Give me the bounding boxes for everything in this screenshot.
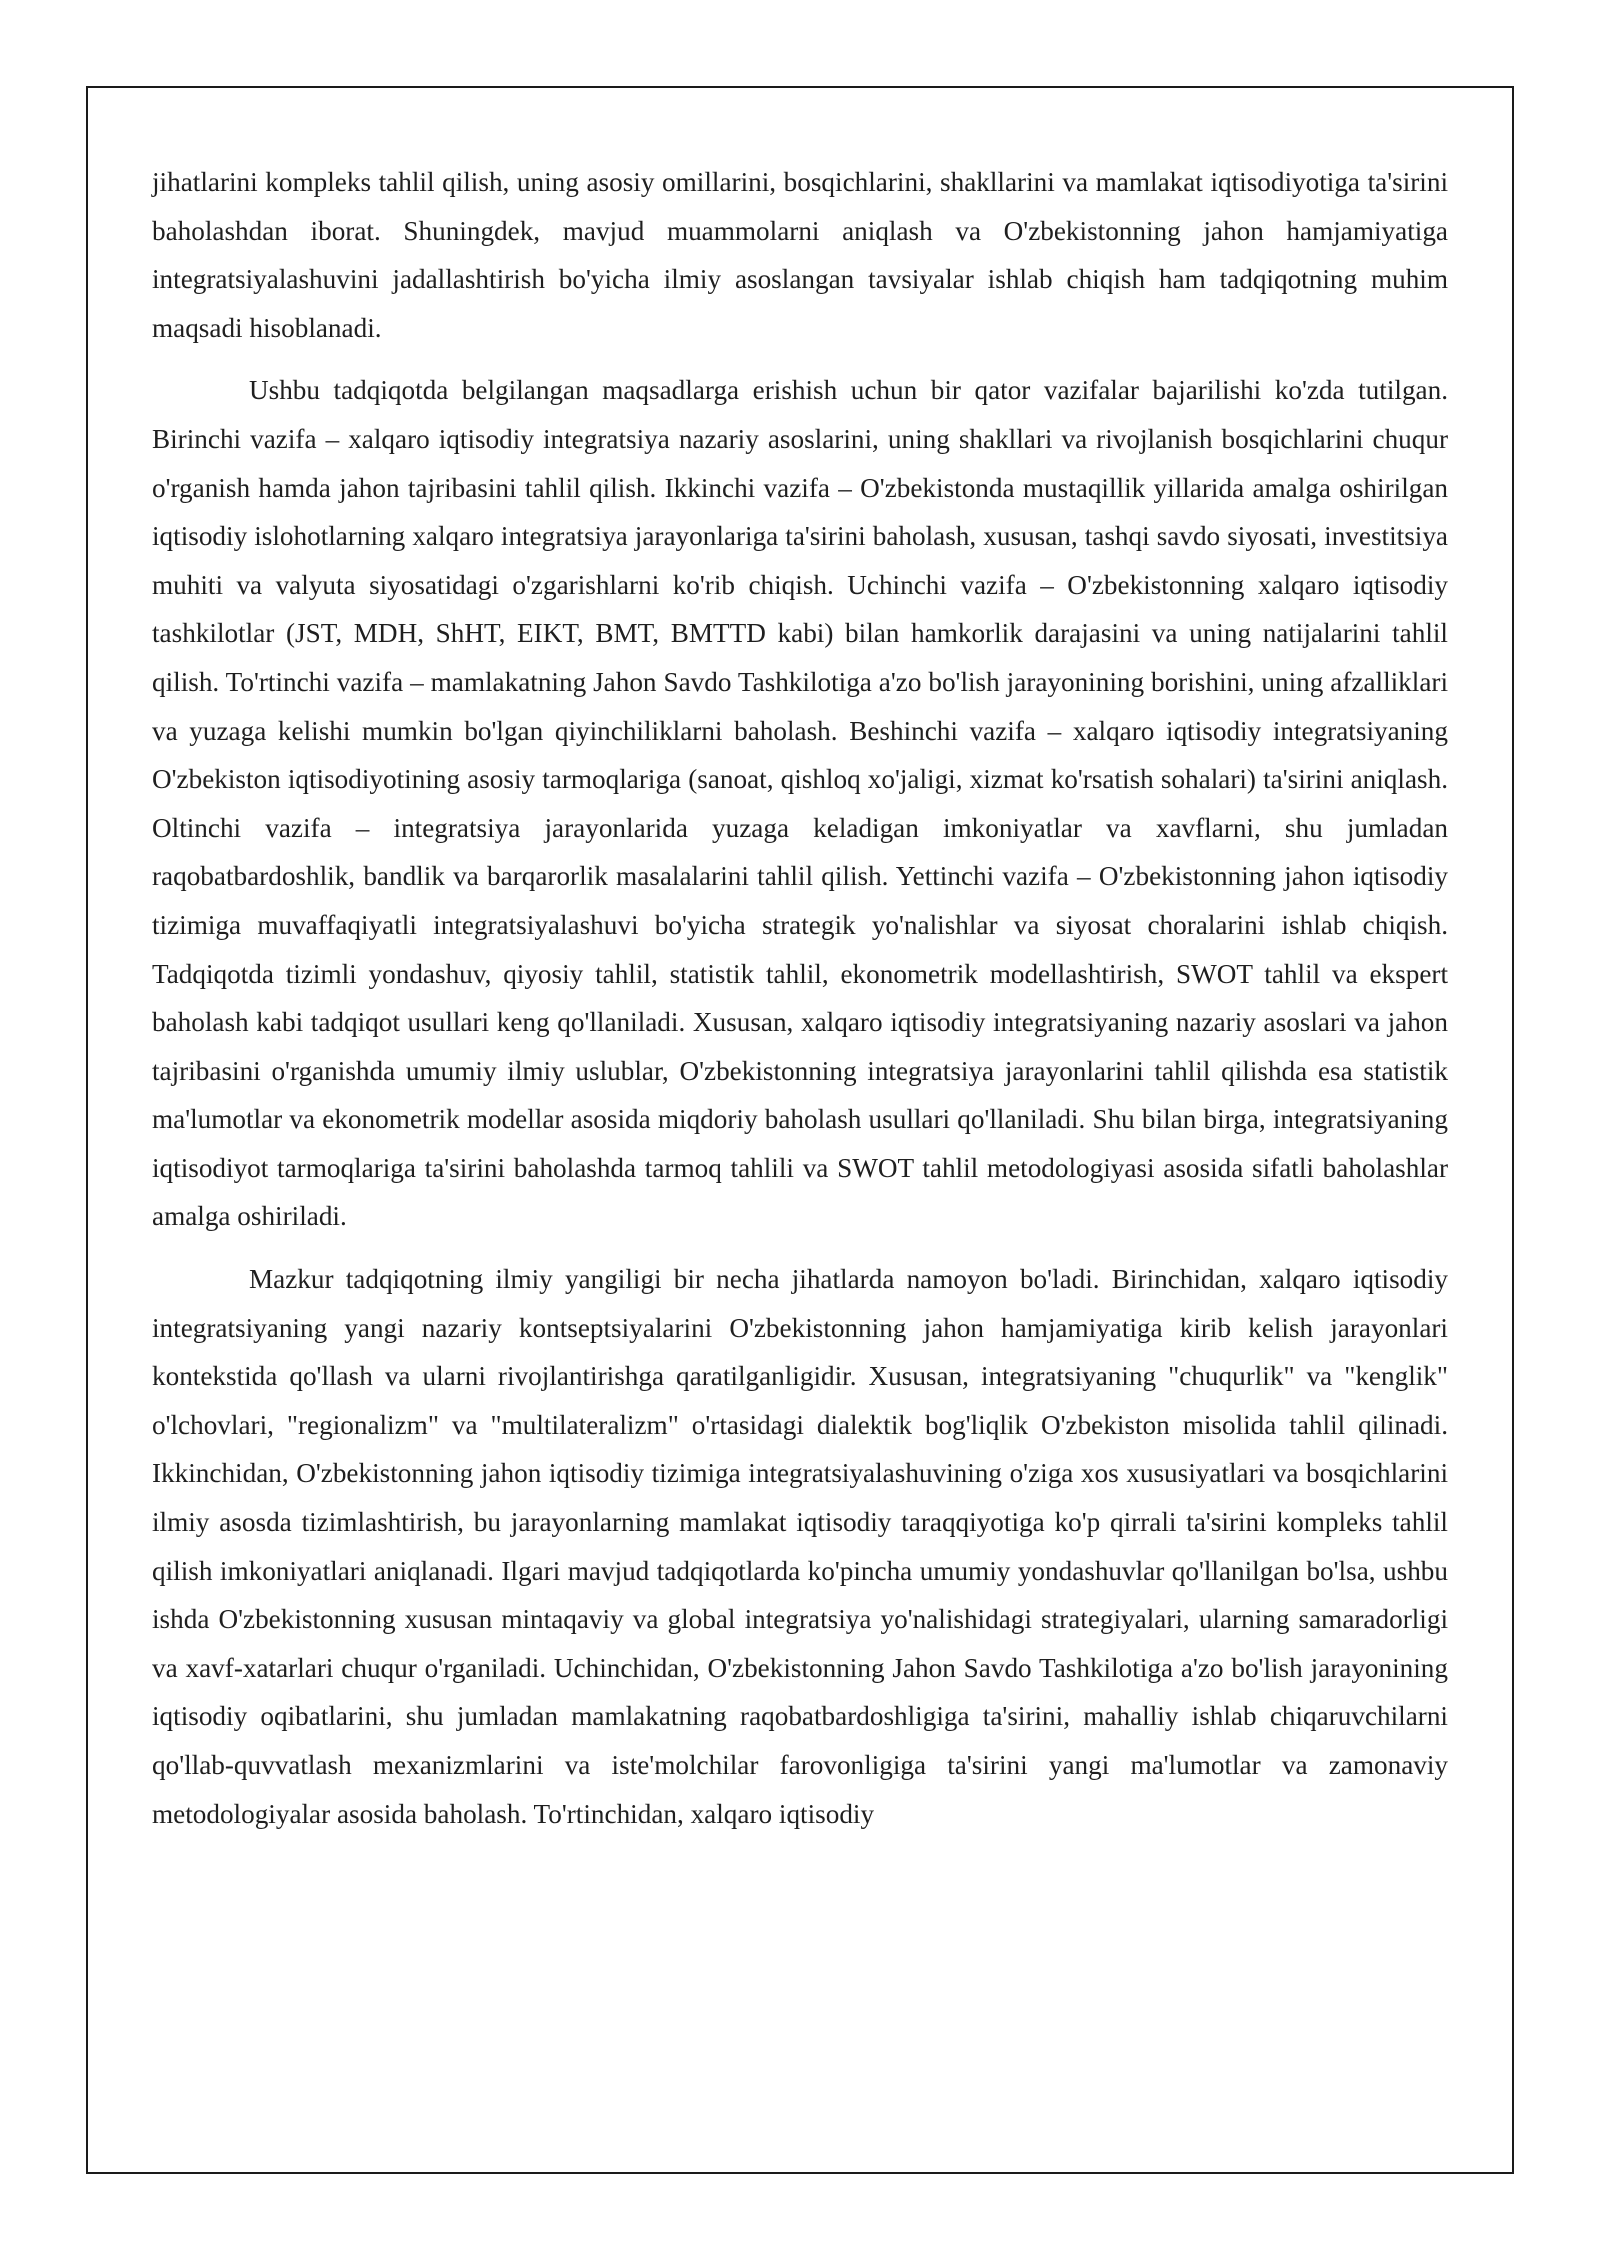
paragraph-1: jihatlarini kompleks tahlil qilish, uning asosiy omillarini, bosqichlarini, shakllarini va mamlakat iqtisodiyotiga ta'sirini baholashdan iborat. Shuningdek, mavjud muammolarni aniqlash va O'zbekistonning jahon hamjamiyatiga integratsiyalashuvini jadallashtirish bo'yicha ilmiy asoslangan tavsiyalar ishlab chiqish ham tadqiqotning muhim maqsadi hisoblanadi. bbox=[152, 167, 1448, 343]
paragraph-3: Mazkur tadqiqotning ilmiy yangiligi bir necha jihatlarda namoyon bo'ladi. Birinchidan, xalqaro iqtisodiy integratsiyaning yangi nazariy kontseptsiyalarini O'zbekistonning jahon hamjamiyatiga kirib kelish jarayonlari kontekstida qo'llash va ularni rivojlantirishga qaratilganligidir. Xususan, integratsiyaning "chuqurlik" va "kenglik" o'lchovlari, "regionalizm" va "multilateralizm" o'rtasidagi dialektik bog'liqlik O'zbekiston misolida tahlil qilinadi. Ikkinchidan, O'zbekistonning jahon iqtisodiy tizimiga integratsiyalashuvining o'ziga xos xususiyatlari va bosqichlarini ilmiy asosda tizimlashtirish, bu jarayonlarning mamlakat iqtisodiy taraqqiyotiga ko'p qirrali ta'sirini kompleks tahlil qilish imkoniyatlari aniqlanadi. Ilgari mavjud tadqiqotlarda ko'pincha umumiy yondashuvlar qo'llanilgan bo'lsa, ushbu ishda O'zbekistonning xususan mintaqaviy va global integratsiya yo'nalishidagi strategiyalari, ularning samaradorligi va xavf-xatarlari chuqur o'rganiladi. Uchinchidan, O'zbekistonning Jahon Savdo Tashkilotiga a'zo bo'lish jarayonining iqtisodiy oqibatlarini, shu jumladan mamlakatning raqobatbardoshligiga ta'sirini, mahalliy ishlab chiqaruvchilarni qo'llab-quvvatlash mexanizmlarini va iste'molchilar farovonligiga ta'sirini yangi ma'lumotlar va zamonaviy metodologiyalar asosida baholash. To'rtinchidan, xalqaro iqtisodiy bbox=[152, 1264, 1448, 1829]
document-body bbox=[152, 158, 1448, 1852]
paragraph-2: Ushbu tadqiqotda belgilangan maqsadlarga erishish uchun bir qator vazifalar bajarilishi ko'zda tutilgan. Birinchi vazifa – xalqaro iqtisodiy integratsiya nazariy asoslarini, uning shakllari va rivojlanish bosqichlarini chuqur o'rganish hamda jahon tajribasini tahlil qilish. Ikkinchi vazifa – O'zbekistonda mustaqillik yillarida amalga oshirilgan iqtisodiy islohotlarning xalqaro integratsiya jarayonlariga ta'sirini baholash, xususan, tashqi savdo siyosati, investitsiya muhiti va valyuta siyosatidagi o'zgarishlarni ko'rib chiqish. Uchinchi vazifa – O'zbekistonning xalqaro iqtisodiy tashkilotlar (JST, MDH, ShHT, EIKT, BMT, BMTTD kabi) bilan hamkorlik darajasini va uning natijalarini tahlil qilish. To'rtinchi vazifa – mamlakatning Jahon Savdo Tashkilotiga a'zo bo'lish jarayonining borishini, uning afzalliklari va yuzaga kelishi mumkin bo'lgan qiyinchiliklarni baholash. Beshinchi vazifa – xalqaro iqtisodiy integratsiyaning O'zbekiston iqtisodiyotining asosiy tarmoqlariga (sanoat, qishloq xo'jaligi, xizmat ko'rsatish sohalari) ta'sirini aniqlash. Oltinchi vazifa – integratsiya jarayonlarida yuzaga keladigan imkoniyatlar va xavflarni, shu jumladan raqobatbardoshlik, bandlik va barqarorlik masalalarini tahlil qilish. Yettinchi vazifa – O'zbekistonning jahon iqtisodiy tizimiga muvaffaqiyatli integratsiyalashuvi bo'yicha strategik yo'nalishlar va siyosat choralarini ishlab chiqish. Tadqiqotda tizimli yondashuv, qiyosiy tahlil, statistik tahlil, ekonometrik modellashtirish, SWOT tahlil va ekspert baholash kabi tadqiqot usullari keng qo'llaniladi. Xususan, xalqaro iqtisodiy integratsiyaning nazariy asoslari va jahon tajribasini o'rganishda umumiy ilmiy uslublar, O'zbekistonning integratsiya jarayonlarini tahlil qilishda esa statistik ma'lumotlar va ekonometrik modellar asosida miqdoriy baholash usullari qo'llaniladi. Shu bilan birga, integratsiyaning iqtisodiyot tarmoqlariga ta'sirini baholashda tarmoq tahlili va SWOT tahlil metodologiyasi asosida sifatli baholashlar amalga oshiriladi. bbox=[152, 375, 1448, 1232]
